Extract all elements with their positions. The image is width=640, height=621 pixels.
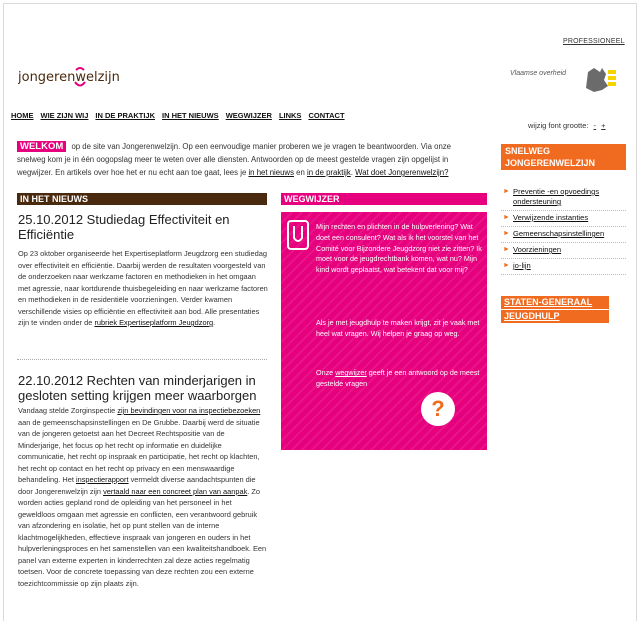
wegwijzer-cta xyxy=(316,368,482,390)
professional-link[interactable]: PROFESSIONEEL xyxy=(563,38,625,45)
font-decrease-button[interactable]: - xyxy=(593,121,597,130)
article-text: vermeldt diverse aandachtspunten die door Jongerenwelzijn zijn xyxy=(18,475,256,496)
link-in-de-praktijk[interactable]: in de praktijk xyxy=(307,168,351,177)
article-end: . xyxy=(213,318,216,327)
welcome-and: en xyxy=(296,168,305,177)
arrow-right-icon: ► xyxy=(503,214,510,221)
link-in-het-nieuws[interactable]: in het nieuws xyxy=(248,168,294,177)
nav-in-het-nieuws[interactable]: IN HET NIEUWS xyxy=(162,111,219,120)
nav-contact[interactable]: CONTACT xyxy=(308,111,345,120)
svg-text:jongerenwelzijn: jongerenwelzijn xyxy=(18,70,120,85)
news-header: IN HET NIEUWS xyxy=(17,193,267,205)
article-text: aan de gemeenschapsinstellingen en De Grubbe. Daarbij werd de situatie van de jongeren getoetst aan het Decreet Rechtspositie van de Minderjarige, het focus op het recht op informatie en duidelijke communicatie, het recht op inspraak en participatie, het recht op klachten, het recht op contact en het recht op privacy en een menswaardige behandeling. Het xyxy=(18,417,260,484)
question-mark-icon: ? xyxy=(421,392,455,426)
article-text: . Zo worden acties gepland rond de opleiding van het personeel in het geweldloos omgaan met agressie en conflicten, een verantwoord gebruik van afzondering en isolatie, het op punt stellen van de interne klachtmogelijkheden, effectieve inspraak van jongeren en ouders in het hulpverleningsproces en het samenstellen van een kwaliteitshandboek. Een panel van externe experten in kinderrechten zal deze acties regelmatig toetsen. Voor de concrete toepassing van deze rechten zou een externe toezichtcommissie op zijn plaats zijn. xyxy=(18,486,267,588)
nav-wie-zijn-wij[interactable]: WIE ZIJN WIJ xyxy=(40,111,89,120)
snelweg-item[interactable]: ► Gemeenschapsinstellingen xyxy=(501,227,626,243)
arrow-right-icon: ► xyxy=(503,246,510,253)
main-nav xyxy=(11,111,345,120)
snelweg-item[interactable]: ► jo-lijn xyxy=(501,259,626,275)
snelweg-item[interactable]: ► Verwijzende instanties xyxy=(501,211,626,227)
article-body xyxy=(18,405,268,589)
gov-label: Vlaamse overheid xyxy=(510,70,567,77)
welcome-text: op de site van Jongerenwelzijn. Op een eenvoudige manier proberen we je vragen te beantwoorden. Via onze snelweg kom je in één oogopslag meer te weten over alle diensten. Antwoorden op de meest gestelde vragen zijn opgelijst in wegwijzer. En artikels over hoe het er nu echt aan toe gaat, lees je xyxy=(17,142,452,177)
article-link[interactable]: vertaald naar een concreet plan van aanpak xyxy=(103,486,248,496)
staten-line: STATEN-GENERAAL xyxy=(501,296,609,309)
wegwijzer-logo-icon xyxy=(287,220,309,250)
nav-wegwijzer[interactable]: WEGWIJZER xyxy=(225,111,272,120)
staten-generaal-link[interactable] xyxy=(501,296,609,324)
font-size-control xyxy=(528,121,606,130)
snelweg-item[interactable]: ► Preventie -en opvoedings ondersteuning xyxy=(501,185,626,211)
article-divider xyxy=(17,359,267,360)
nav-in-de-praktijk[interactable]: IN DE PRAKTIJK xyxy=(95,111,156,120)
wegwijzer-header: WEGWIJZER xyxy=(281,193,487,205)
arrow-right-icon: ► xyxy=(503,230,510,237)
arrow-right-icon: ► xyxy=(503,262,510,269)
wegwijzer-cta-text: Onze xyxy=(316,368,334,377)
article-link[interactable]: zijn bevindingen voor na inspectiebezoeken xyxy=(117,406,261,415)
wegwijzer-cta-text: geeft je een antwoord op de meest gestelde vragen xyxy=(316,368,480,388)
snelweg-item[interactable]: ► Voorzieningen xyxy=(501,243,626,259)
welcome-tag: WELKOM xyxy=(17,141,66,152)
link-wat-doet-jongerenwelzijn[interactable]: Wat doet Jongerenwelzijn? xyxy=(355,168,449,177)
snelweg-header-line: JONGERENWELZIJN xyxy=(505,158,596,168)
article-link[interactable]: inspectierapport xyxy=(75,475,129,484)
nav-home[interactable]: HOME xyxy=(11,111,34,120)
welcome-dot: . xyxy=(350,168,353,177)
article-link[interactable]: rubriek Expertiseplatform Jeugdzorg xyxy=(94,318,214,327)
nav-links[interactable]: LINKS xyxy=(278,111,302,120)
jongerenwelzijn-logo[interactable] xyxy=(18,62,138,92)
wegwijzer-help-text: Als je met jeugdhulp te maken krijgt, zit je vaak met heel wat vragen. Wij helpen je graag op weg. xyxy=(316,318,480,338)
font-increase-button[interactable]: + xyxy=(601,121,606,130)
article-title[interactable]: 25.10.2012 Studiedag Effectiviteit en Efficiëntie xyxy=(18,212,230,242)
snelweg-header xyxy=(501,144,626,170)
wegwijzer-panel[interactable] xyxy=(281,212,487,450)
wegwijzer-questions: Mijn rechten en plichten in de hulpverlening? Wat doet een consulent? Wat als ik het voorstel van het Comité voor Bijzondere Jeugdzorg niet zie zitten? Ik moet voor de jeugdrechtbank komen, wat nu? Mijn kind wordt geplaatst, wat betekent dat voor mij? xyxy=(316,222,482,275)
staten-line: JEUGDHULP xyxy=(501,310,609,323)
wegwijzer-link[interactable]: wegwijzer xyxy=(335,368,367,377)
article-title[interactable]: 22.10.2012 Rechten van minderjarigen in gesloten setting krijgen meer waarborgen xyxy=(18,373,257,403)
welcome-intro xyxy=(17,140,473,179)
lion-icon xyxy=(582,66,618,94)
article-text: Op 23 oktober organiseerde het Expertiseplatform Jeugdzorg een studiedag over effectiviteit en efficiëntie. Daarbij werden de resultaten voorgesteld van de onderzoeken naar werkzame factoren en methodieken in het omgaan met agressie, naar kortdurende thuisbegeleiding en naar werkzame factoren en methodieken in de residentiële voorzieningen. Verder kwamen verschillende visies op efficiëntie en effectiviteit aan bod. Alle presentaties zijn te vinden onder de xyxy=(18,249,268,327)
font-size-label: wijzig font grootte: xyxy=(528,121,589,130)
snelweg-list xyxy=(501,185,626,275)
vlaamse-overheid-logo[interactable] xyxy=(510,66,620,94)
snelweg-header-line: SNELWEG xyxy=(505,146,551,156)
arrow-right-icon: ► xyxy=(503,188,510,195)
article-text: Vandaag stelde Zorginspectie xyxy=(18,406,116,415)
article-body xyxy=(18,248,268,329)
